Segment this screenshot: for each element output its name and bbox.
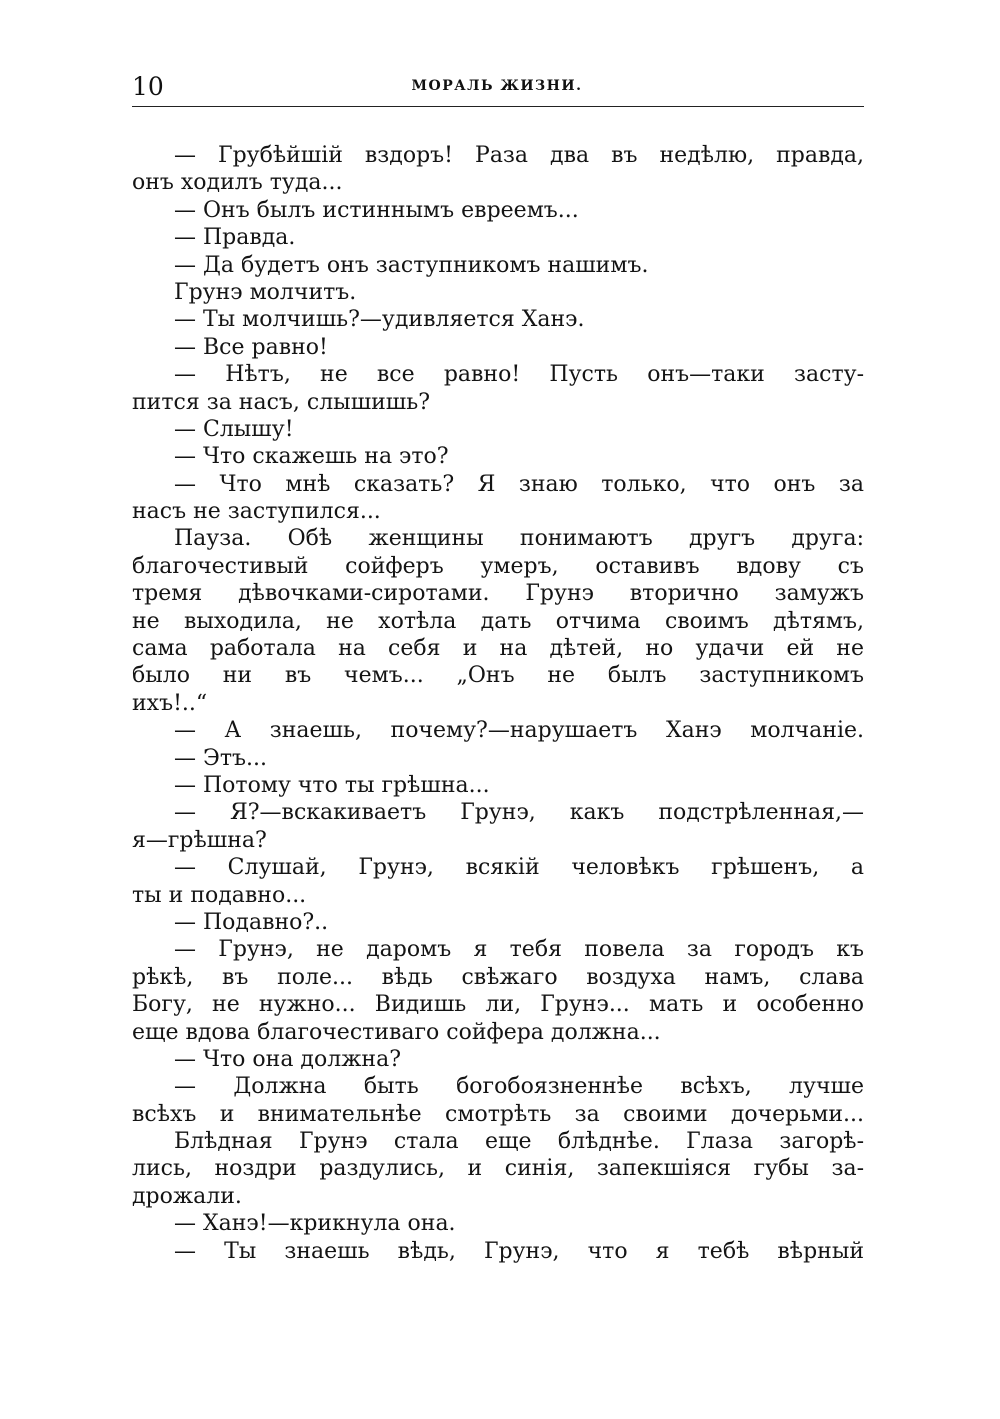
text-line: лись, ноздри раздулись, и синія, запекшіяся губы за- xyxy=(132,1156,864,1182)
text-line: тремя дѣвочками-сиротами. Грунэ вторично замужъ xyxy=(132,581,864,607)
page-body-text xyxy=(132,142,864,1265)
text-line: — Потому что ты грѣшна... xyxy=(174,772,490,798)
text-line: — Слушай, Грунэ, всякій человѣкъ грѣшенъ, а xyxy=(174,855,864,881)
text-line: Грунэ молчитъ. xyxy=(174,279,357,305)
text-line: — Ханэ!—крикнула она. xyxy=(174,1211,456,1237)
text-line: — Я?—вскакиваетъ Грунэ, какъ подстрѣленная,— xyxy=(174,800,864,826)
text-line: сама работала на себя и на дѣтей, но удачи ей не xyxy=(132,636,864,662)
text-line: не выходила, не хотѣла дать отчима своимъ дѣтямъ, xyxy=(132,608,864,634)
text-line: я—грѣшна? xyxy=(132,827,267,853)
header-rule xyxy=(132,106,864,107)
text-line: пится за насъ, слышишь? xyxy=(132,389,431,415)
text-line: — Что она должна? xyxy=(174,1046,402,1072)
text-line: было ни въ чемъ... „Онъ не былъ заступникомъ xyxy=(132,663,864,689)
text-line: — Грубѣйшій вздоръ! Раза два въ недѣлю, правда, xyxy=(174,143,864,168)
text-line: Пауза. Обѣ женщины понимаютъ другъ друга: xyxy=(174,526,864,552)
text-line: ихъ!..“ xyxy=(132,690,208,716)
text-line: — А знаешь, почему?—нарушаетъ Ханэ молчаніе. xyxy=(174,718,864,744)
text-line: — Правда. xyxy=(174,225,296,251)
text-line: благочестивый сойферъ умеръ, оставивъ вдову съ xyxy=(132,553,864,579)
page-header xyxy=(132,72,862,106)
text-line: — Грунэ, не даромъ я тебя повела за городъ къ xyxy=(174,937,864,963)
text-line: — Нѣтъ, не все равно! Пусть онъ—таки засту- xyxy=(174,362,864,388)
text-line: — Должна быть богобоязненнѣе всѣхъ, лучше xyxy=(174,1074,864,1100)
text-line: онъ ходилъ туда... xyxy=(132,170,343,196)
text-line: насъ не заступился... xyxy=(132,499,381,525)
text-line: — Этъ... xyxy=(174,745,267,771)
text-line: — Что скажешь на это? xyxy=(174,444,449,470)
text-line: рѣкѣ, въ поле... вѣдь свѣжаго воздуха намъ, слава xyxy=(132,964,864,990)
text-line: — Ты знаешь вѣдь, Грунэ, что я тебѣ вѣрный xyxy=(174,1238,864,1264)
text-line: еще вдова благочестиваго сойфера должна... xyxy=(132,1019,661,1045)
text-line: ты и подавно... xyxy=(132,882,307,908)
running-title: МОРАЛЬ ЖИЗНИ. xyxy=(411,78,583,94)
text-line: — Да будетъ онъ заступникомъ нашимъ. xyxy=(174,252,649,278)
page-number: 10 xyxy=(132,72,164,101)
text-line: всѣхъ и внимательнѣе смотрѣть за своими дочерьми... xyxy=(132,1101,864,1127)
text-line: — Подавно?.. xyxy=(174,909,329,935)
text-line: — Что мнѣ сказать? Я знаю только, что онъ за xyxy=(174,471,864,497)
text-line: Блѣдная Грунэ стала еще блѣднѣе. Глаза загорѣ- xyxy=(174,1129,864,1155)
text-line: Богу, не нужно... Видишь ли, Грунэ... мать и особенно xyxy=(132,992,864,1018)
text-line: — Слышу! xyxy=(174,416,294,442)
text-line: — Онъ былъ истиннымъ евреемъ... xyxy=(174,197,579,223)
text-line: дрожали. xyxy=(132,1183,242,1209)
text-line: — Все равно! xyxy=(174,334,328,360)
text-line: — Ты молчишь?—удивляется Ханэ. xyxy=(174,307,585,333)
